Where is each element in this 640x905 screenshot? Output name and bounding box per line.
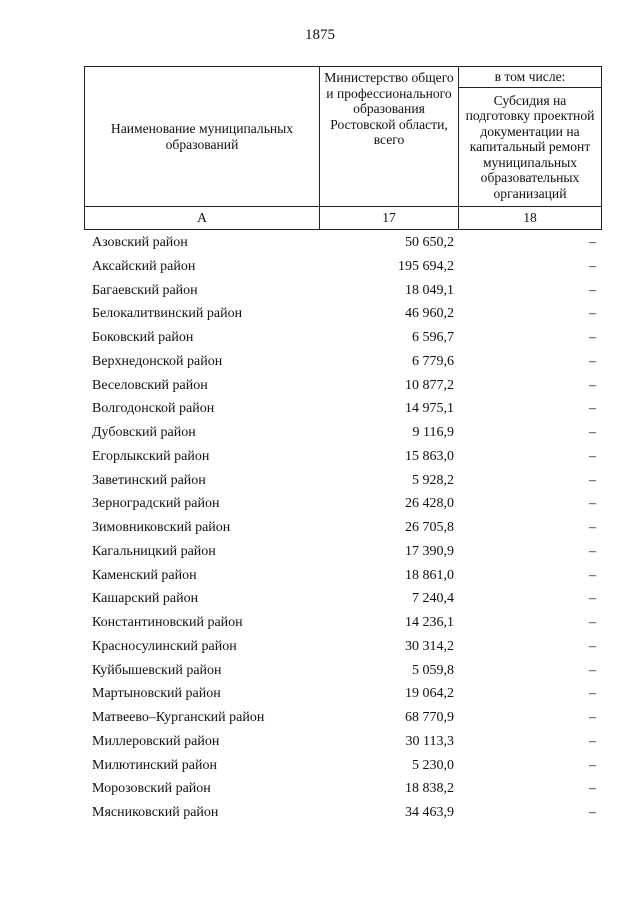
row-subsidy: – <box>589 425 596 440</box>
row-name: Мясниковский район <box>92 805 219 820</box>
row-total: 34 463,9 <box>405 805 454 820</box>
row-total: 18 838,2 <box>405 781 454 797</box>
row-subsidy: – <box>589 567 596 583</box>
row-name: Кашарский район <box>92 591 199 607</box>
row-name: Кагальницкий район <box>92 543 216 559</box>
row-subsidy: – <box>589 543 596 559</box>
row-subsidy: – <box>589 258 596 274</box>
row-name: Миллеровский район <box>92 733 220 749</box>
table-body <box>84 232 601 826</box>
row-total: 30 113,3 <box>405 733 454 749</box>
table-row <box>84 303 601 327</box>
table-row <box>84 612 601 636</box>
row-name: Багаевский район <box>92 282 198 298</box>
row-subsidy: – <box>589 615 596 630</box>
row-total: 46 960,2 <box>405 306 454 322</box>
table-row <box>84 256 601 280</box>
table-row <box>84 398 601 422</box>
row-total: 18 049,1 <box>405 282 454 298</box>
row-name: Заветинский район <box>92 472 206 488</box>
row-total: 5 928,2 <box>412 472 454 488</box>
table-row <box>84 446 601 470</box>
row-subsidy: – <box>589 496 596 512</box>
table-row <box>84 588 601 612</box>
row-name: Куйбышевский район <box>92 662 222 678</box>
table-row <box>84 375 601 399</box>
row-total: 6 779,6 <box>412 353 454 369</box>
row-name: Белокалитвинский район <box>92 306 243 322</box>
row-name: Зерноградский район <box>92 496 220 512</box>
row-name: Константиновский район <box>92 615 243 630</box>
table-row <box>84 660 601 684</box>
row-total: 6 596,7 <box>412 330 454 345</box>
table-row <box>84 517 601 541</box>
row-subsidy: – <box>589 353 596 369</box>
row-subsidy: – <box>589 235 596 250</box>
row-total: 10 877,2 <box>405 377 454 393</box>
row-total: 14 975,1 <box>405 401 454 417</box>
row-subsidy: – <box>589 638 596 654</box>
row-total: 50 650,2 <box>405 235 454 250</box>
row-subsidy: – <box>589 733 596 749</box>
row-name: Милютинский район <box>92 757 218 773</box>
row-subsidy: – <box>589 591 596 607</box>
row-name: Егорлыкский район <box>92 448 210 464</box>
table-row <box>84 280 601 304</box>
table-row <box>84 470 601 494</box>
table-row <box>84 778 601 802</box>
row-total: 30 314,2 <box>405 638 454 654</box>
column-header-subsidy: Субсидия на подготовку проектной документации на капитальный ремонт муниципальных образовательных организаций <box>459 88 602 207</box>
row-name: Волгодонской район <box>92 401 215 417</box>
table-row <box>84 802 601 826</box>
row-total: 17 390,9 <box>405 543 454 559</box>
row-name: Веселовский район <box>92 377 208 393</box>
table-row <box>84 351 601 375</box>
row-subsidy: – <box>589 686 596 702</box>
column-header-in-total: в том числе: <box>459 67 602 88</box>
table-row <box>84 327 601 351</box>
row-total: 9 116,9 <box>412 425 454 440</box>
row-subsidy: – <box>589 710 596 725</box>
row-subsidy: – <box>589 377 596 393</box>
row-name: Зимовниковский район <box>92 520 231 535</box>
row-subsidy: – <box>589 282 596 298</box>
row-name: Матвеево–Курганский район <box>92 710 265 725</box>
column-index-18: 18 <box>459 207 602 230</box>
column-header-name: Наименование муниципальных образований <box>85 67 320 207</box>
row-subsidy: – <box>589 520 596 535</box>
table-row <box>84 232 601 256</box>
row-subsidy: – <box>589 472 596 488</box>
table-row <box>84 755 601 779</box>
table-row <box>84 683 601 707</box>
row-subsidy: – <box>589 448 596 464</box>
row-name: Дубовский район <box>92 425 196 440</box>
column-index-a: А <box>85 207 320 230</box>
row-total: 19 064,2 <box>405 686 454 702</box>
row-name: Аксайский район <box>92 258 196 274</box>
row-subsidy: – <box>589 330 596 345</box>
row-total: 68 770,9 <box>405 710 454 725</box>
row-subsidy: – <box>589 662 596 678</box>
column-header-total: Министерство общего и профессионального образования Ростовской области, всего <box>320 67 459 207</box>
row-total: 15 863,0 <box>405 448 454 464</box>
page-number: 1875 <box>305 27 335 43</box>
row-subsidy: – <box>589 306 596 322</box>
row-total: 5 230,0 <box>412 757 454 773</box>
table-row <box>84 565 601 589</box>
row-name: Морозовский район <box>92 781 211 797</box>
table-row <box>84 731 601 755</box>
row-subsidy: – <box>589 401 596 417</box>
table-row <box>84 541 601 565</box>
column-index-17: 17 <box>320 207 459 230</box>
row-name: Боковский район <box>92 330 194 345</box>
row-total: 7 240,4 <box>412 591 454 607</box>
row-total: 26 428,0 <box>405 496 454 512</box>
row-total: 5 059,8 <box>412 662 454 678</box>
row-name: Верхнедонской район <box>92 353 223 369</box>
row-name: Азовский район <box>92 235 188 250</box>
row-name: Каменский район <box>92 567 197 583</box>
row-subsidy: – <box>589 781 596 797</box>
table-header <box>84 66 602 230</box>
row-total: 195 694,2 <box>398 258 454 274</box>
row-name: Мартыновский район <box>92 686 221 702</box>
row-name: Красносулинский район <box>92 638 237 654</box>
table-row <box>84 493 601 517</box>
row-total: 14 236,1 <box>405 615 454 630</box>
row-total: 18 861,0 <box>405 567 454 583</box>
table-row <box>84 707 601 731</box>
table-row <box>84 422 601 446</box>
row-subsidy: – <box>589 805 596 820</box>
row-subsidy: – <box>589 757 596 773</box>
table-row <box>84 636 601 660</box>
row-total: 26 705,8 <box>405 520 454 535</box>
